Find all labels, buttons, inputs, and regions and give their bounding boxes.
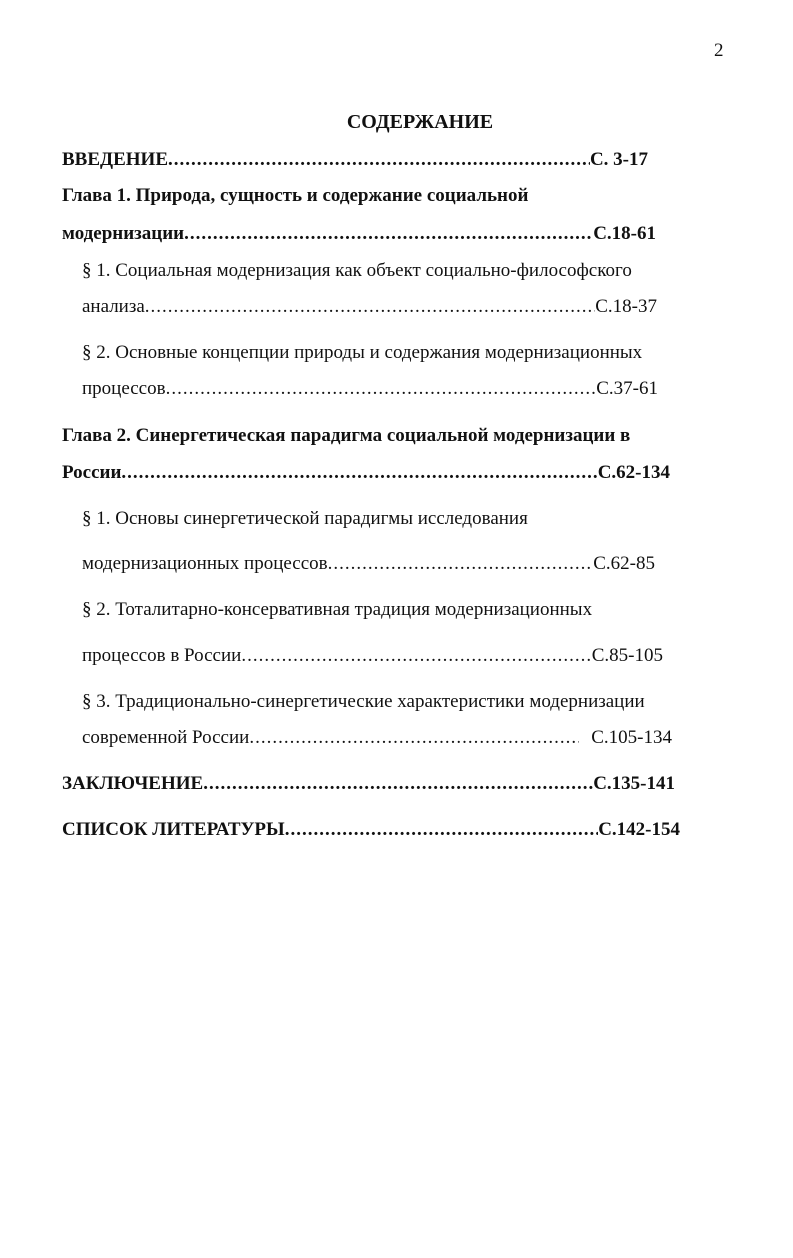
toc-entry-page: С. 3-17 (589, 149, 648, 170)
toc-entry-page: С.62-134 (597, 462, 670, 483)
toc-entry-page: С.18-37 (595, 296, 657, 317)
toc-entry-ch2-s3-heading: § 3. Традиционально-синергетические характеристики модернизации (82, 691, 645, 712)
dot-leader (249, 726, 579, 750)
dot-leader (168, 148, 590, 172)
toc-entry-page: С.105-134 (591, 727, 672, 748)
toc-entry-ch1-s2-heading: § 2. Основные концепции природы и содержания модернизационных (82, 342, 643, 363)
toc-entry-page: С.135-141 (593, 773, 675, 794)
toc-entry-text: процессов (82, 378, 166, 399)
toc-entry-ch2-s2[interactable] (82, 644, 663, 668)
toc-entry-ch1-s1[interactable] (82, 295, 657, 319)
dot-leader (145, 295, 595, 319)
toc-entry-ch2[interactable] (62, 461, 670, 485)
toc-entry-ch1-s2[interactable] (82, 377, 658, 401)
toc-entry-ch1-s1-heading: § 1. Социальная модернизация как объект социально-философского (82, 260, 632, 281)
page-number: 2 (714, 40, 724, 61)
dot-leader (184, 222, 593, 246)
toc-entry-text: модернизации (62, 223, 185, 244)
toc-entry-text: ЗАКЛЮЧЕНИЕ (62, 773, 204, 794)
toc-entry-text: ВВЕДЕНИЕ (62, 149, 168, 170)
toc-entry-ch2-s3[interactable] (82, 726, 672, 750)
toc-entry-text: модернизационных процессов (82, 553, 328, 574)
toc-entry-page: С.142-154 (598, 819, 680, 840)
dot-leader (285, 818, 598, 842)
toc-entry-ch2-s1[interactable] (82, 552, 655, 576)
toc-entry-ch1[interactable] (62, 222, 656, 246)
toc-entry-ch2-heading: Глава 2. Синергетическая парадигма социальной модернизации в (62, 425, 631, 446)
toc-entry-text: процессов в России (82, 645, 242, 666)
toc-entry-conclusion[interactable] (62, 772, 675, 796)
toc-entry-text: России (62, 462, 122, 483)
page-title: СОДЕРЖАНИЕ (346, 111, 494, 133)
toc-entry-references[interactable] (62, 818, 680, 842)
dot-leader (121, 461, 597, 485)
dot-leader (328, 552, 594, 576)
dot-leader (241, 644, 591, 668)
toc-entry-text: СПИСОК ЛИТЕРАТУРЫ (62, 819, 285, 840)
toc-entry-page: С.18-61 (593, 223, 656, 244)
toc-entry-page: С.37-61 (596, 378, 658, 399)
dot-leader (203, 772, 593, 796)
toc-entry-ch1-heading: Глава 1. Природа, сущность и содержание социальной (62, 185, 529, 206)
toc-entry-ch2-s1-heading: § 1. Основы синергетической парадигмы исследования (82, 508, 528, 529)
toc-entry-page: С.62-85 (593, 553, 655, 574)
dot-leader (166, 377, 597, 401)
toc-entry-page: С.85-105 (591, 645, 663, 666)
toc-entry-text: анализа (82, 296, 145, 317)
toc-entry-intro[interactable] (62, 148, 648, 172)
toc-entry-text: современной России (82, 727, 250, 748)
toc-entry-ch2-s2-heading: § 2. Тоталитарно-консервативная традиция модернизационных (82, 599, 593, 620)
